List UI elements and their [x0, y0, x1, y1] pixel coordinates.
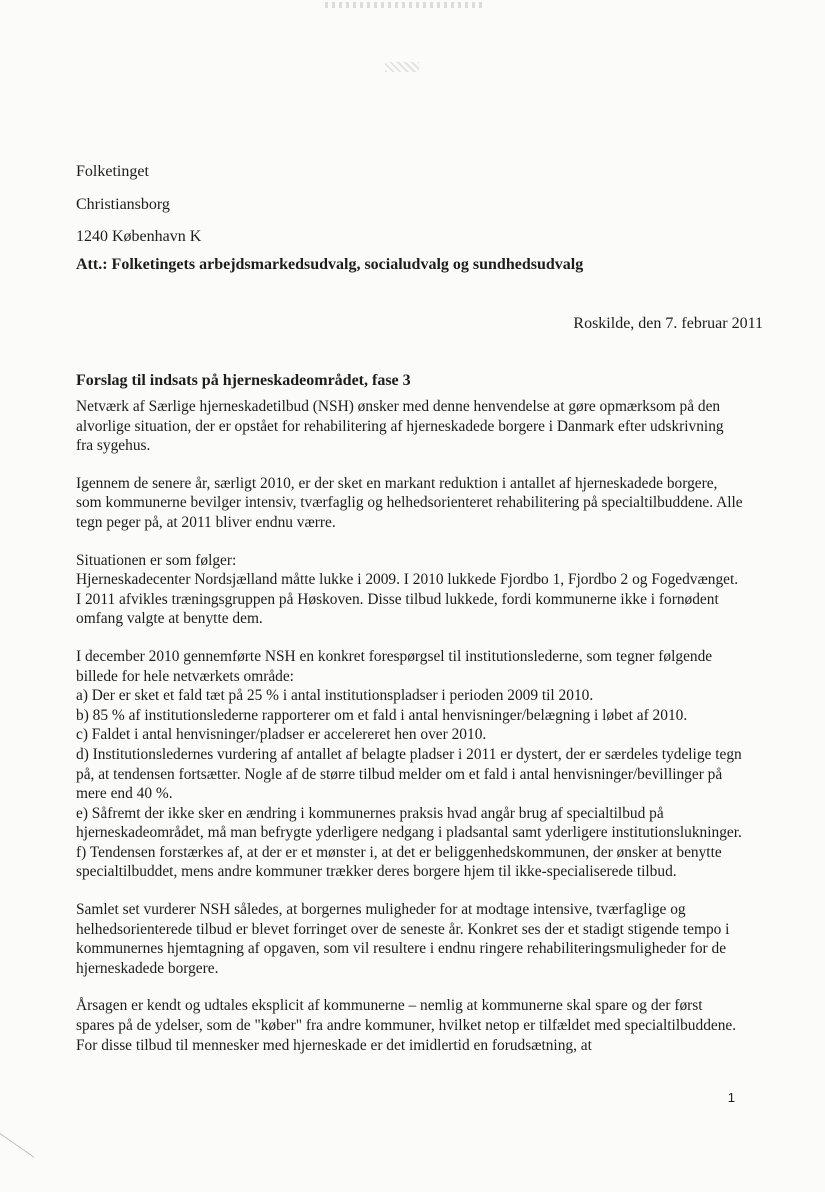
- survey-item-e: e) Såfremt der ikke sker en ændring i kommunernes praksis hvad angår brug af specialtilbud på hjerneskadeområdet, må man befrygte yderligere nedgang i pladsantal samt yderligere institutionslukninger.: [76, 804, 742, 842]
- paragraph-cause: Årsagen er kendt og udtales eksplicit af kommunerne – nemlig at kommunerne skal spare og der først spares på de ydelser, som de "køber" fra andre kommuner, hvilket netop er tilfældet med specialtilbuddene. For disse tilbud til mennesker med hjerneskade er det imidlertid en forudsætning, at: [76, 997, 737, 1054]
- page-number: 1: [727, 1090, 735, 1105]
- survey-item-f: f) Tendensen forstærkes af, at der er et mønster i, at det er beliggenhedskommunen, der ønsker at benytte specialtilbuddet, mens andre kommuner trækker deres borgere hjem til ikke-specialiserede tilbud.: [76, 843, 722, 881]
- paragraph-assessment: Samlet set vurderer NSH således, at borgernes muligheder for at modtage intensive, tværfaglige og helhedsorienterede tilbud er blevet forringet over de seneste år. Konkret ses der et stadigt stigende tempo i kommunernes hjemtagning af opgaven, som vil resultere i endnu ringere rehabiliteringsmuligheder for de hjerneskadede borgere.: [76, 901, 730, 977]
- attention-line: Att.: Folketingets arbejdsmarkedsudvalg, socialudvalg og sundhedsudvalg: [76, 256, 584, 273]
- scan-artifact: [325, 2, 485, 8]
- paragraph-reduction: Igennem de senere år, særligt 2010, er der sket en markant reduktion i antallet af hjerneskadede borgere, som kommunerne bevilger intensiv, tværfaglig og helhedsorienteret rehabilitering på specialtilbuddene. Alle tegn peger på, at 2011 bliver endnu værre.: [76, 474, 743, 531]
- letter-heading: Forslag til indsats på hjerneskadeområdet, fase 3: [76, 372, 411, 389]
- situation-label: Situationen er som følger:: [76, 551, 237, 569]
- survey-item-d: d) Institutionsledernes vurdering af antallet af belagte pladser i 2011 er dystert, der er særdeles tydelige tegn på, at tendensen fortsætter. Nogle af de større tilbud melder om et fald i antal henvisninger/bevillinger på mere end 40 %.: [76, 745, 742, 803]
- recipient-street: Christiansborg: [76, 196, 170, 213]
- survey-item-a: a) Der er sket et fald tæt på 25 % i antal institutionspladser i perioden 2009 til 2010.: [76, 687, 594, 705]
- survey-item-c: c) Faldet i antal henvisninger/pladser er accelereret hen over 2010.: [76, 726, 487, 744]
- letter-body: [76, 397, 744, 1073]
- scan-artifact: [0, 1133, 34, 1192]
- dateline: Roskilde, den 7. februar 2011: [573, 315, 763, 332]
- survey-intro: I december 2010 gennemførte NSH en konkret forespørgsel til institutionslederne, som tegner følgende billede for hele netværkets område:: [76, 647, 713, 685]
- recipient-name: Folketinget: [76, 163, 149, 180]
- scan-artifact: [385, 62, 419, 72]
- survey-item-b: b) 85 % af institutionslederne rapporterer om et fald i antal henvisninger/belægning i løbet af 2010.: [76, 706, 688, 724]
- paragraph-intro: Netværk af Særlige hjerneskadetilbud (NSH) ønsker med denne henvendelse at gøre opmærksom på den alvorlige situation, der er opstået for rehabilitering af hjerneskadede borgere i Danmark efter udskrivning fra sygehus.: [76, 398, 724, 455]
- situation-text: Hjerneskadecenter Nordsjælland måtte lukke i 2009. I 2010 lukkede Fjordbo 1, Fjordbo 2 og Fogedvænget. I 2011 afvikles træningsgruppen på Høskoven. Disse tilbud lukkede, fordi kommunerne ikke i fornødent omfang valgte at benytte dem.: [76, 571, 739, 628]
- recipient-city: 1240 København K: [76, 228, 202, 245]
- survey-section: [76, 647, 744, 882]
- paragraph-situation: [76, 551, 744, 629]
